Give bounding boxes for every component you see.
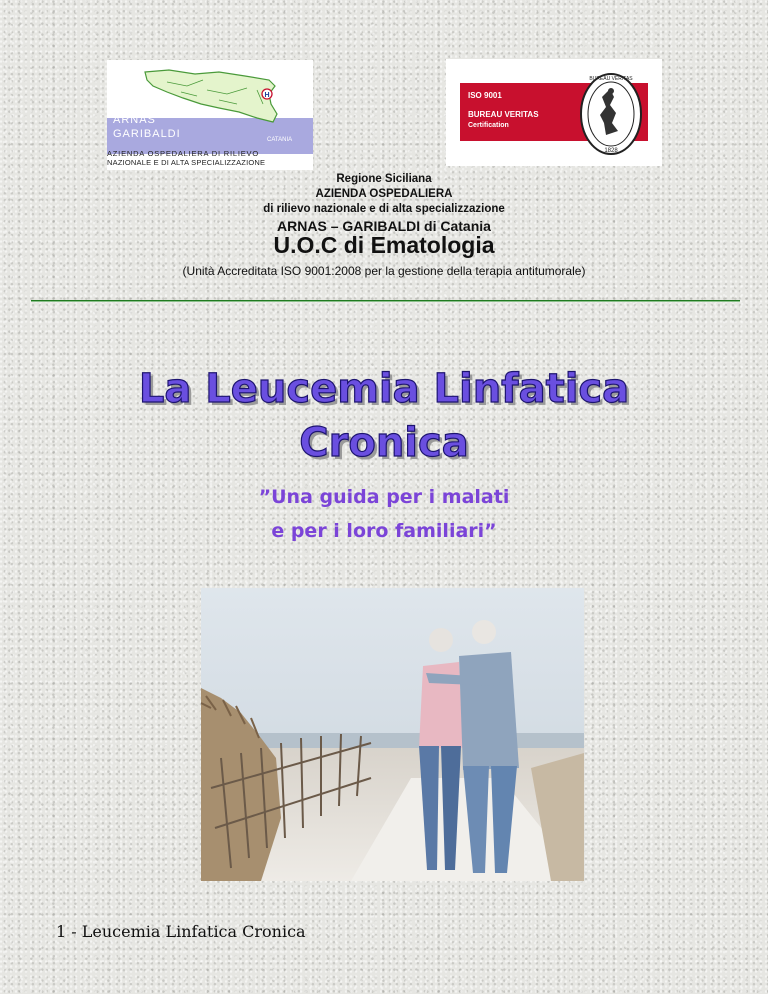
- accreditation-note: (Unità Accreditata ISO 9001:2008 per la gestione della terapia antitumorale): [182, 264, 586, 278]
- logo-city: CATANIA: [267, 137, 293, 143]
- region-name: Regione Siciliana: [336, 173, 432, 185]
- seal-year: 1828: [604, 148, 618, 154]
- company-qualifier: di rilievo nazionale e di alta specializzazione: [263, 203, 505, 215]
- page-footer: 1 - Leucemia Linfatica Cronica: [56, 922, 306, 941]
- hospital-name: ARNAS – GARIBALDI di Catania: [277, 218, 491, 234]
- bureau-veritas-label: BUREAU VERITAS: [468, 110, 539, 119]
- seal-text: BUREAU VERITAS: [589, 76, 633, 82]
- unit-name: U.O.C di Ematologia: [273, 232, 495, 258]
- company-name: AZIENDA OSPEDALIERA: [315, 188, 453, 200]
- document-subtitle-line2: e per i loro familiari”: [271, 520, 497, 542]
- certification-logo: [446, 59, 662, 166]
- logo-subtitle-line1: AZIENDA OSPEDALIERA DI RILIEVO: [107, 149, 259, 158]
- elderly-couple-beach-photo: [201, 588, 584, 881]
- divider: [31, 300, 740, 302]
- logo-name-line2: GARIBALDI: [113, 128, 181, 140]
- document-subtitle-line1: ”Una guida per i malati: [258, 486, 510, 508]
- document-title-line2: Cronica: [299, 420, 469, 466]
- iso-label: ISO 9001: [468, 91, 502, 100]
- certification-label: Certification: [468, 122, 509, 129]
- document-title-line1: La Leucemia Linfatica: [138, 366, 630, 412]
- logo-subtitle-line2: NAZIONALE E DI ALTA SPECIALIZZAZIONE: [107, 158, 266, 167]
- svg-text:H: H: [264, 92, 270, 99]
- hospital-logo: [107, 60, 313, 170]
- bureau-veritas-seal-icon: [566, 69, 656, 159]
- logo-name-line1: ARNAS: [113, 114, 156, 126]
